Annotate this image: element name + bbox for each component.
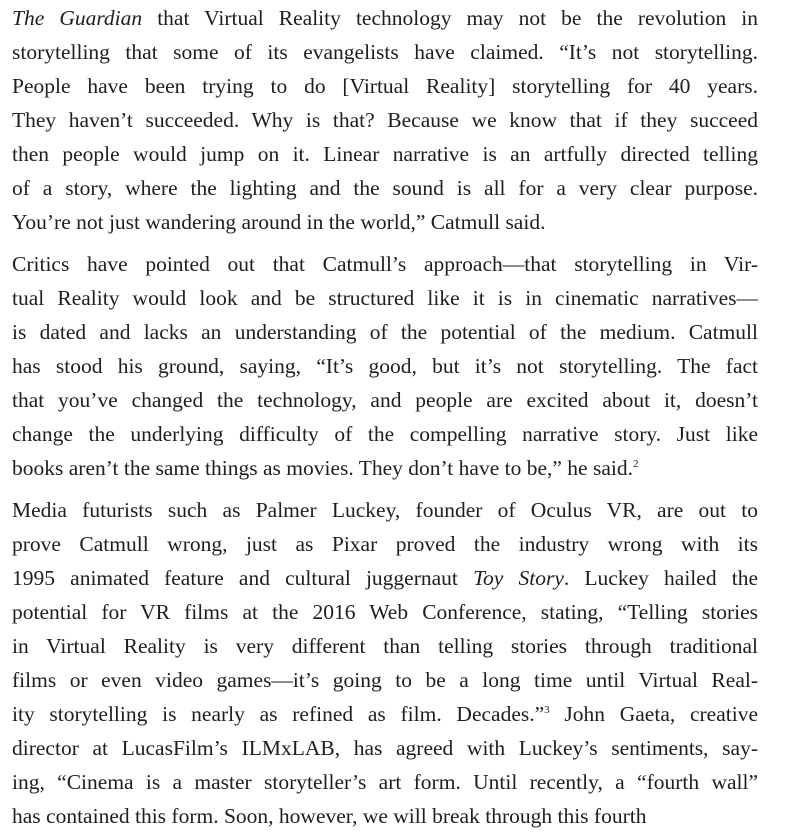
text-line (12, 561, 758, 595)
text-line (12, 629, 758, 663)
footnote-marker: 2 (632, 457, 639, 470)
text-line (12, 137, 758, 171)
text-line (12, 349, 758, 383)
text-line (12, 281, 758, 315)
text-line (12, 451, 758, 485)
text-line (12, 205, 758, 239)
text-segment: that Virtual Reality technology may not be the revolution in (142, 6, 758, 30)
text-segment: You’re not just wandering around in the world,” Catmull said. (12, 210, 546, 234)
text-segment: is dated and lacks an understanding of the potential of the medium. Catmull (12, 320, 758, 344)
text-segment: has contained this form. Soon, however, we will break through this fourth (12, 804, 647, 828)
text-line (12, 527, 758, 561)
text-segment: Critics have pointed out that Catmull’s approach—that storytelling in Vir- (12, 252, 758, 276)
text-segment: People have been trying to do [Virtual Reality] storytelling for 40 years. (12, 74, 758, 98)
text-line (12, 799, 758, 833)
text-segment: . Luckey hailed the (563, 566, 758, 590)
paragraph-critics (12, 247, 758, 485)
text-segment: They haven’t succeeded. Why is that? Because we know that if they succeed (12, 108, 758, 132)
text-segment: has stood his ground, saying, “It’s good, but it’s not storytelling. The fact (12, 354, 758, 378)
paragraph-media-futurists (12, 493, 758, 833)
text-segment: that you’ve changed the technology, and people are excited about it, doesn’t (12, 388, 758, 412)
paragraph-catmull-quote (12, 1, 758, 239)
text-segment: director at LucasFilm’s ILMxLAB, has agreed with Luckey’s sentiments, say- (12, 736, 758, 760)
footnote-marker: 3 (544, 703, 550, 716)
italic-title: The Guardian (12, 6, 143, 30)
text-line (12, 35, 758, 69)
text-segment: in Virtual Reality is very different than telling stories through traditional (12, 634, 758, 658)
text-segment: films or even video games—it’s going to be a long time until Virtual Real- (12, 668, 758, 692)
text-line (12, 315, 758, 349)
text-line (12, 493, 758, 527)
text-segment: Media futurists such as Palmer Luckey, founder of Oculus VR, are out to (12, 498, 758, 522)
text-segment: prove Catmull wrong, just as Pixar proved the industry wrong with its (12, 532, 758, 556)
text-segment: books aren’t the same things as movies. They don’t have to be,” he said. (12, 456, 633, 480)
text-line (12, 765, 758, 799)
text-segment: ity storytelling is nearly as refined as film. Decades.” (12, 702, 545, 726)
text-segment: storytelling that some of its evangelists have claimed. “It’s not storytelling. (12, 40, 758, 64)
text-line (12, 69, 758, 103)
text-segment: tual Reality would look and be structured like it is in cinematic narratives— (12, 286, 758, 310)
text-line (12, 103, 758, 137)
text-line (12, 731, 758, 765)
text-segment: potential for VR films at the 2016 Web Conference, stating, “Telling stories (12, 600, 758, 624)
text-line (12, 663, 758, 697)
text-segment: change the underlying difficulty of the compelling narrative story. Just like (12, 422, 758, 446)
text-segment: John Gaeta, creative (549, 702, 758, 726)
text-segment: 1995 animated feature and cultural juggernaut (12, 566, 474, 590)
text-segment: of a story, where the lighting and the sound is all for a very clear purpose. (12, 176, 758, 200)
text-line (12, 247, 758, 281)
text-line (12, 697, 758, 731)
text-line (12, 171, 758, 205)
italic-title: Toy Story (473, 566, 564, 590)
text-segment: then people would jump on it. Linear narrative is an artfully directed telling (12, 142, 758, 166)
text-line (12, 595, 758, 629)
text-line (12, 383, 758, 417)
text-line (12, 1, 758, 35)
text-line (12, 417, 758, 451)
text-segment: ing, “Cinema is a master storyteller’s art form. Until recently, a “fourth wall” (12, 770, 758, 794)
